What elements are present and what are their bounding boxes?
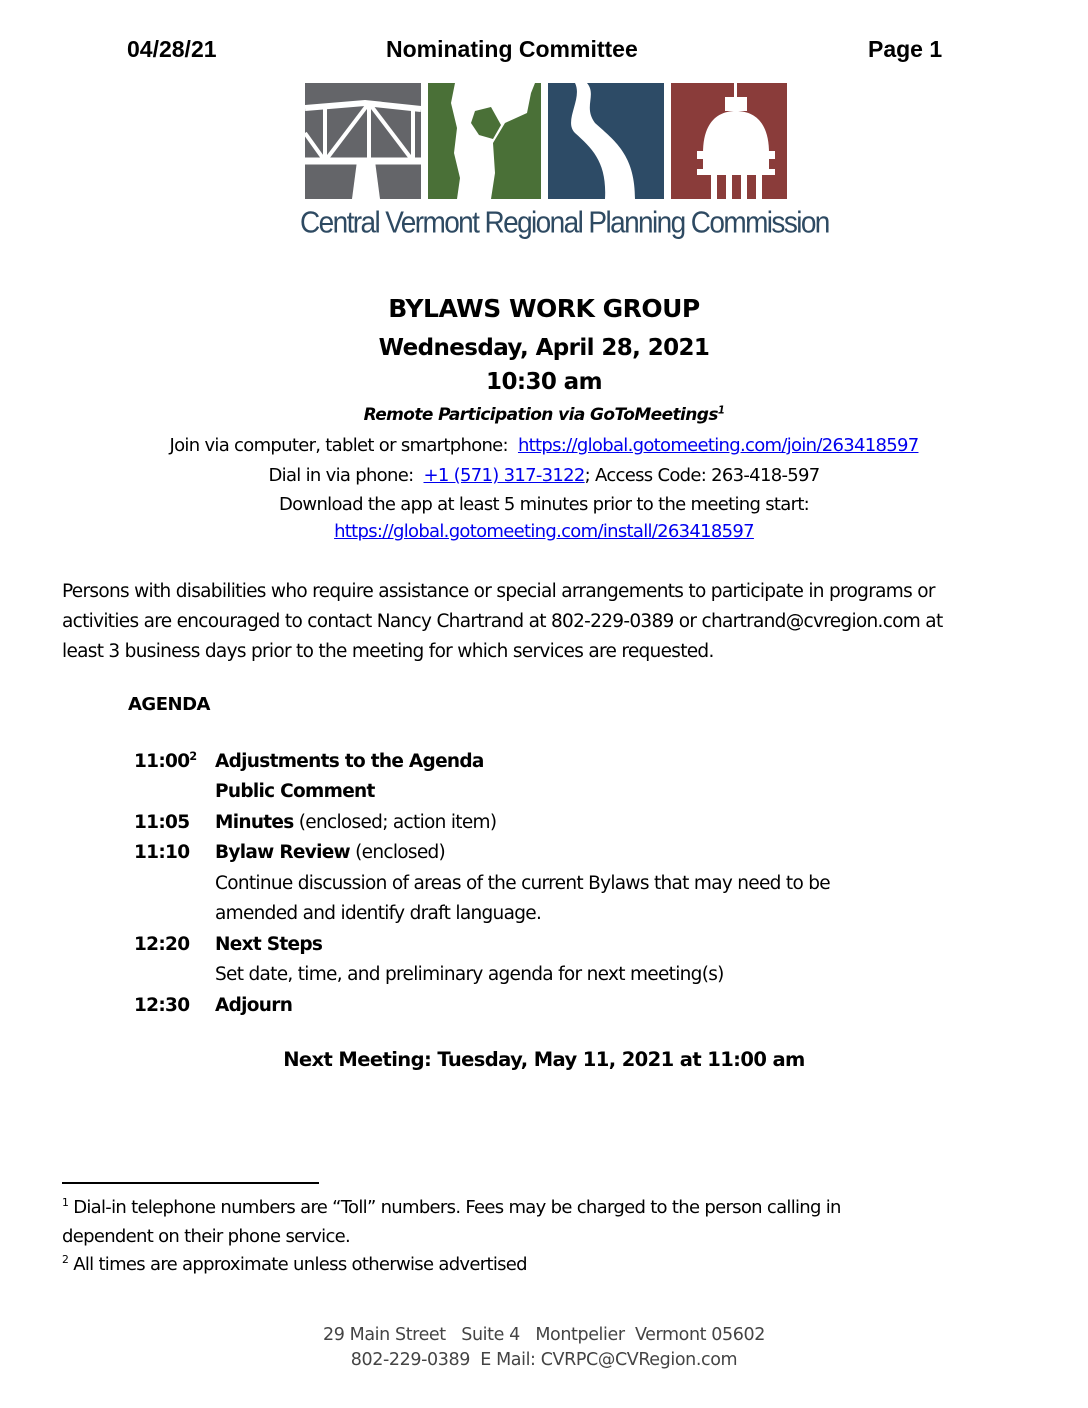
join-line xyxy=(0,435,1088,456)
agenda-item-note: (enclosed; action item) xyxy=(293,812,497,833)
footnote-2 xyxy=(62,1254,527,1275)
join-label: Join via computer, tablet or smartphone: xyxy=(169,435,508,456)
agenda-item xyxy=(215,842,445,863)
organization-name: Central Vermont Regional Planning Commission xyxy=(300,205,829,240)
agenda-item-description: amended and identify draft language. xyxy=(215,903,542,924)
agenda-item-title: Adjustments to the Agenda xyxy=(215,751,484,772)
agenda-time-text: 11:00 xyxy=(134,751,190,772)
agenda-item-note: (enclosed) xyxy=(349,842,446,863)
agenda-time: 12:20 xyxy=(134,934,190,955)
meeting-title: BYLAWS WORK GROUP xyxy=(388,294,700,323)
access-code: ; Access Code: 263-418-597 xyxy=(584,465,820,486)
agenda-item xyxy=(215,934,322,955)
footnote-marker: 1 xyxy=(62,1196,69,1209)
agenda-item-title: Bylaw Review xyxy=(215,842,350,863)
cvrpc-logo xyxy=(305,83,787,199)
header-page-number: Page 1 xyxy=(868,36,943,62)
footer-address: 29 Main Street Suite 4 Montpelier Vermont 05602 xyxy=(323,1325,765,1345)
install-line xyxy=(0,521,1088,542)
vermont-map-panel xyxy=(428,83,541,199)
footnote-ref[interactable]: 2 xyxy=(189,749,197,763)
footnote-1-continued: dependent on their phone service. xyxy=(62,1226,351,1247)
agenda-item-description: Continue discussion of areas of the current Bylaws that may need to be xyxy=(215,873,830,894)
download-instructions: Download the app at least 5 minutes prior to the meeting start: xyxy=(278,494,810,515)
next-meeting: Next Meeting: Tuesday, May 11, 2021 at 11:00 am xyxy=(283,1048,805,1071)
agenda-time xyxy=(134,751,196,772)
header-date: 04/28/21 xyxy=(127,36,217,62)
agenda-item-title: Public Comment xyxy=(215,781,375,802)
accessibility-line: least 3 business days prior to the meeting for which services are requested. xyxy=(62,641,714,662)
agenda-item-title: Minutes xyxy=(215,812,294,833)
remote-label-text: Remote Participation via GoToMeetings xyxy=(363,405,718,425)
agenda-item-description: Set date, time, and preliminary agenda for next meeting(s) xyxy=(215,964,724,985)
footnote-divider xyxy=(62,1182,319,1184)
footnote-text: All times are approximate unless otherwise advertised xyxy=(73,1254,527,1275)
agenda-time: 12:30 xyxy=(134,995,190,1016)
accessibility-line: activities are encouraged to contact Nancy Chartrand at 802-229-0389 or chartrand@cvregion.com at xyxy=(62,611,943,632)
bridge-panel xyxy=(305,83,421,199)
dial-line xyxy=(0,465,1088,486)
meeting-time: 10:30 am xyxy=(486,369,602,395)
footnote-text: Dial-in telephone numbers are “Toll” numbers. Fees may be charged to the person calling in xyxy=(73,1197,841,1218)
agenda-time: 11:05 xyxy=(134,812,190,833)
agenda-item xyxy=(215,781,375,802)
join-url-link[interactable]: https://global.gotomeeting.com/join/263418597 xyxy=(517,435,919,456)
dial-label: Dial in via phone: xyxy=(268,465,414,486)
accessibility-notice xyxy=(62,577,1032,667)
dial-number-link[interactable]: +1 (571) 317-3122 xyxy=(423,465,585,486)
footnote-1 xyxy=(62,1197,841,1218)
footnote-marker: 2 xyxy=(62,1253,69,1266)
agenda-item xyxy=(215,751,484,772)
meeting-date: Wednesday, April 28, 2021 xyxy=(378,335,710,361)
agenda-item-title: Adjourn xyxy=(215,995,293,1016)
footer-contact: 802-229-0389 E Mail: CVRPC@CVRegion.com xyxy=(350,1350,738,1370)
river-panel xyxy=(548,83,664,199)
capitol-panel xyxy=(671,83,787,199)
accessibility-line: Persons with disabilities who require assistance or special arrangements to participate in programs or xyxy=(62,581,935,602)
agenda-heading: AGENDA xyxy=(128,694,210,715)
agenda-item xyxy=(215,995,292,1016)
remote-participation-label xyxy=(0,405,1088,425)
header-committee: Nominating Committee xyxy=(386,36,638,62)
footnote-ref[interactable]: 1 xyxy=(717,405,725,417)
install-url-link[interactable]: https://global.gotomeeting.com/install/263418597 xyxy=(334,521,754,542)
agenda-item-title: Next Steps xyxy=(215,934,323,955)
agenda-item xyxy=(215,812,496,833)
agenda-time: 11:10 xyxy=(134,842,190,863)
